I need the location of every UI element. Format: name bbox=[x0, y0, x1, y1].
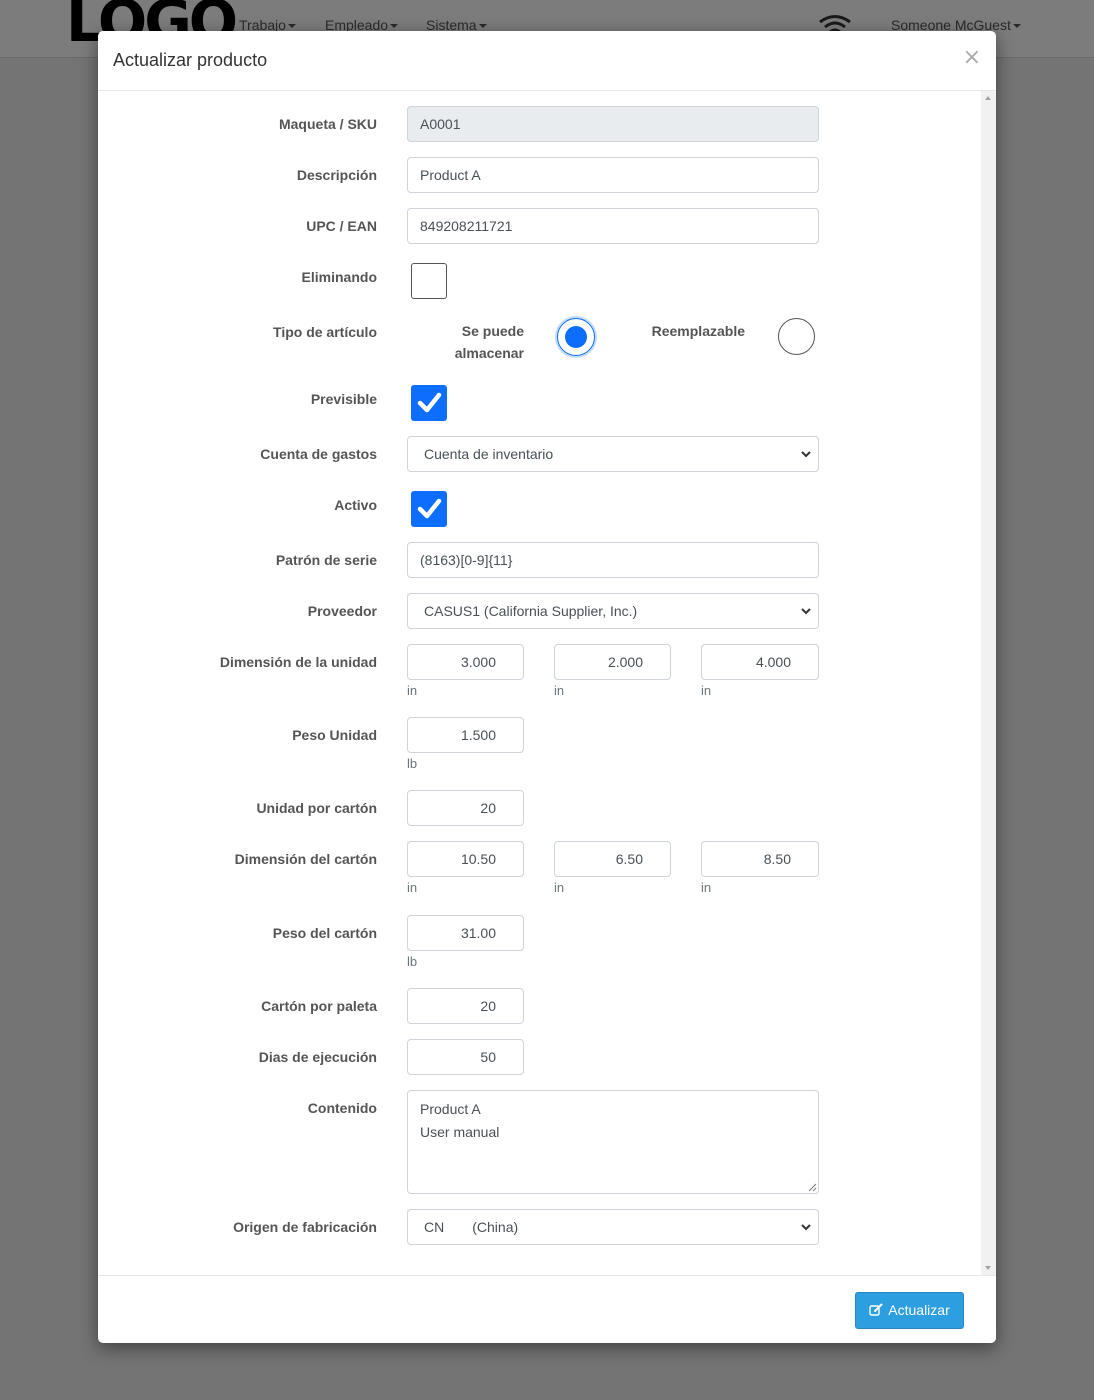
option-label-line1: Se puede bbox=[461, 323, 524, 339]
active-label: Activo bbox=[334, 497, 377, 513]
update-button[interactable] bbox=[855, 1292, 964, 1329]
option-label-line2: almacenar bbox=[454, 345, 524, 361]
item-type-label: Tipo de artículo bbox=[273, 324, 377, 340]
carton-width-input[interactable]: 6.50 bbox=[554, 841, 671, 877]
resize-handle-icon[interactable] bbox=[808, 1183, 817, 1192]
contents-line: User manual bbox=[420, 1124, 500, 1140]
unit-label: lb bbox=[407, 756, 418, 771]
scroll-down-arrow-icon[interactable] bbox=[985, 1266, 991, 1270]
contents-line: Product A bbox=[420, 1101, 481, 1117]
modal-body bbox=[98, 91, 996, 1275]
units-per-carton-input[interactable]: 20 bbox=[407, 790, 524, 826]
carton-weight-input[interactable]: 31.00 bbox=[407, 915, 524, 951]
scroll-up-arrow-icon[interactable] bbox=[985, 96, 991, 100]
update-product-modal bbox=[98, 31, 996, 1343]
supplier-select[interactable] bbox=[407, 593, 819, 629]
unit-length-input[interactable]: 3.000 bbox=[407, 644, 524, 680]
item-type-option-replaceable-label: Reemplazable bbox=[651, 323, 745, 339]
unit-weight-input[interactable]: 1.500 bbox=[407, 717, 524, 753]
origin-select[interactable] bbox=[407, 1209, 819, 1245]
description-label: Descripción bbox=[296, 167, 377, 183]
lead-days-input[interactable]: 50 bbox=[407, 1039, 524, 1075]
origin-code: CN bbox=[424, 1219, 445, 1235]
sku-label: Maqueta / SKU bbox=[278, 116, 377, 132]
unit-label: in bbox=[554, 683, 565, 698]
unit-label: in bbox=[407, 683, 418, 698]
checkmark-icon bbox=[411, 491, 447, 527]
eliminating-label: Eliminando bbox=[301, 269, 377, 285]
chevron-down-icon bbox=[800, 605, 812, 617]
expense-account-label: Cuenta de gastos bbox=[260, 446, 377, 462]
supplier-label: Proveedor bbox=[307, 603, 377, 619]
units-per-carton-label: Unidad por cartón bbox=[256, 800, 377, 816]
contents-label: Contenido bbox=[307, 1100, 377, 1116]
active-checkbox[interactable] bbox=[411, 491, 447, 527]
edit-icon bbox=[869, 1303, 883, 1317]
serial-pattern-label: Patrón de serie bbox=[275, 552, 377, 568]
close-button[interactable]: × bbox=[962, 45, 981, 70]
unit-label: in bbox=[554, 880, 565, 895]
origin-label: Origen de fabricación bbox=[233, 1219, 377, 1235]
forecastable-label: Previsible bbox=[310, 391, 377, 407]
modal-header bbox=[98, 31, 996, 91]
select-value: Cuenta de inventario bbox=[424, 446, 554, 462]
unit-width-input[interactable]: 2.000 bbox=[554, 644, 671, 680]
carton-height-input[interactable]: 8.50 bbox=[701, 841, 819, 877]
item-type-option-stockable-label bbox=[448, 320, 524, 364]
modal-scrollbar[interactable] bbox=[981, 91, 996, 1275]
unit-dimension-label: Dimensión de la unidad bbox=[219, 654, 377, 670]
sku-input[interactable]: A0001 bbox=[407, 106, 819, 142]
unit-height-input[interactable]: 4.000 bbox=[701, 644, 819, 680]
serial-pattern-input[interactable]: (8163)[0-9]{11} bbox=[407, 542, 819, 578]
cartons-per-pallet-input[interactable]: 20 bbox=[407, 988, 524, 1024]
upc-label: UPC / EAN bbox=[306, 218, 377, 234]
carton-dimension-label: Dimensión del cartón bbox=[234, 851, 377, 867]
carton-length-input[interactable]: 10.50 bbox=[407, 841, 524, 877]
modal-title: Actualizar producto bbox=[113, 50, 268, 70]
lead-days-label: Dias de ejecución bbox=[258, 1049, 377, 1065]
chevron-down-icon bbox=[800, 448, 812, 460]
forecastable-checkbox[interactable] bbox=[411, 385, 447, 421]
unit-label: lb bbox=[407, 954, 418, 969]
description-input[interactable]: Product A bbox=[407, 157, 819, 193]
unit-weight-label: Peso Unidad bbox=[292, 727, 377, 743]
eliminating-checkbox[interactable] bbox=[411, 263, 447, 299]
radio-dot bbox=[565, 326, 587, 348]
item-type-replaceable-radio[interactable] bbox=[778, 318, 815, 355]
unit-label: in bbox=[701, 880, 712, 895]
select-value: CASUS1 (California Supplier, Inc.) bbox=[424, 603, 638, 619]
item-type-stockable-radio[interactable] bbox=[557, 318, 595, 356]
modal-footer bbox=[98, 1275, 996, 1343]
checkmark-icon bbox=[411, 385, 447, 421]
carton-weight-label: Peso del cartón bbox=[272, 925, 377, 941]
unit-label: in bbox=[701, 683, 712, 698]
cartons-per-pallet-label: Cartón por paleta bbox=[261, 998, 377, 1014]
upc-input[interactable]: 849208211721 bbox=[407, 208, 819, 244]
unit-label: in bbox=[407, 880, 418, 895]
contents-textarea[interactable] bbox=[407, 1090, 819, 1194]
origin-country: (China) bbox=[472, 1219, 519, 1235]
expense-account-select[interactable] bbox=[407, 436, 819, 472]
update-button-label: Actualizar bbox=[888, 1302, 950, 1318]
chevron-down-icon bbox=[800, 1221, 812, 1233]
